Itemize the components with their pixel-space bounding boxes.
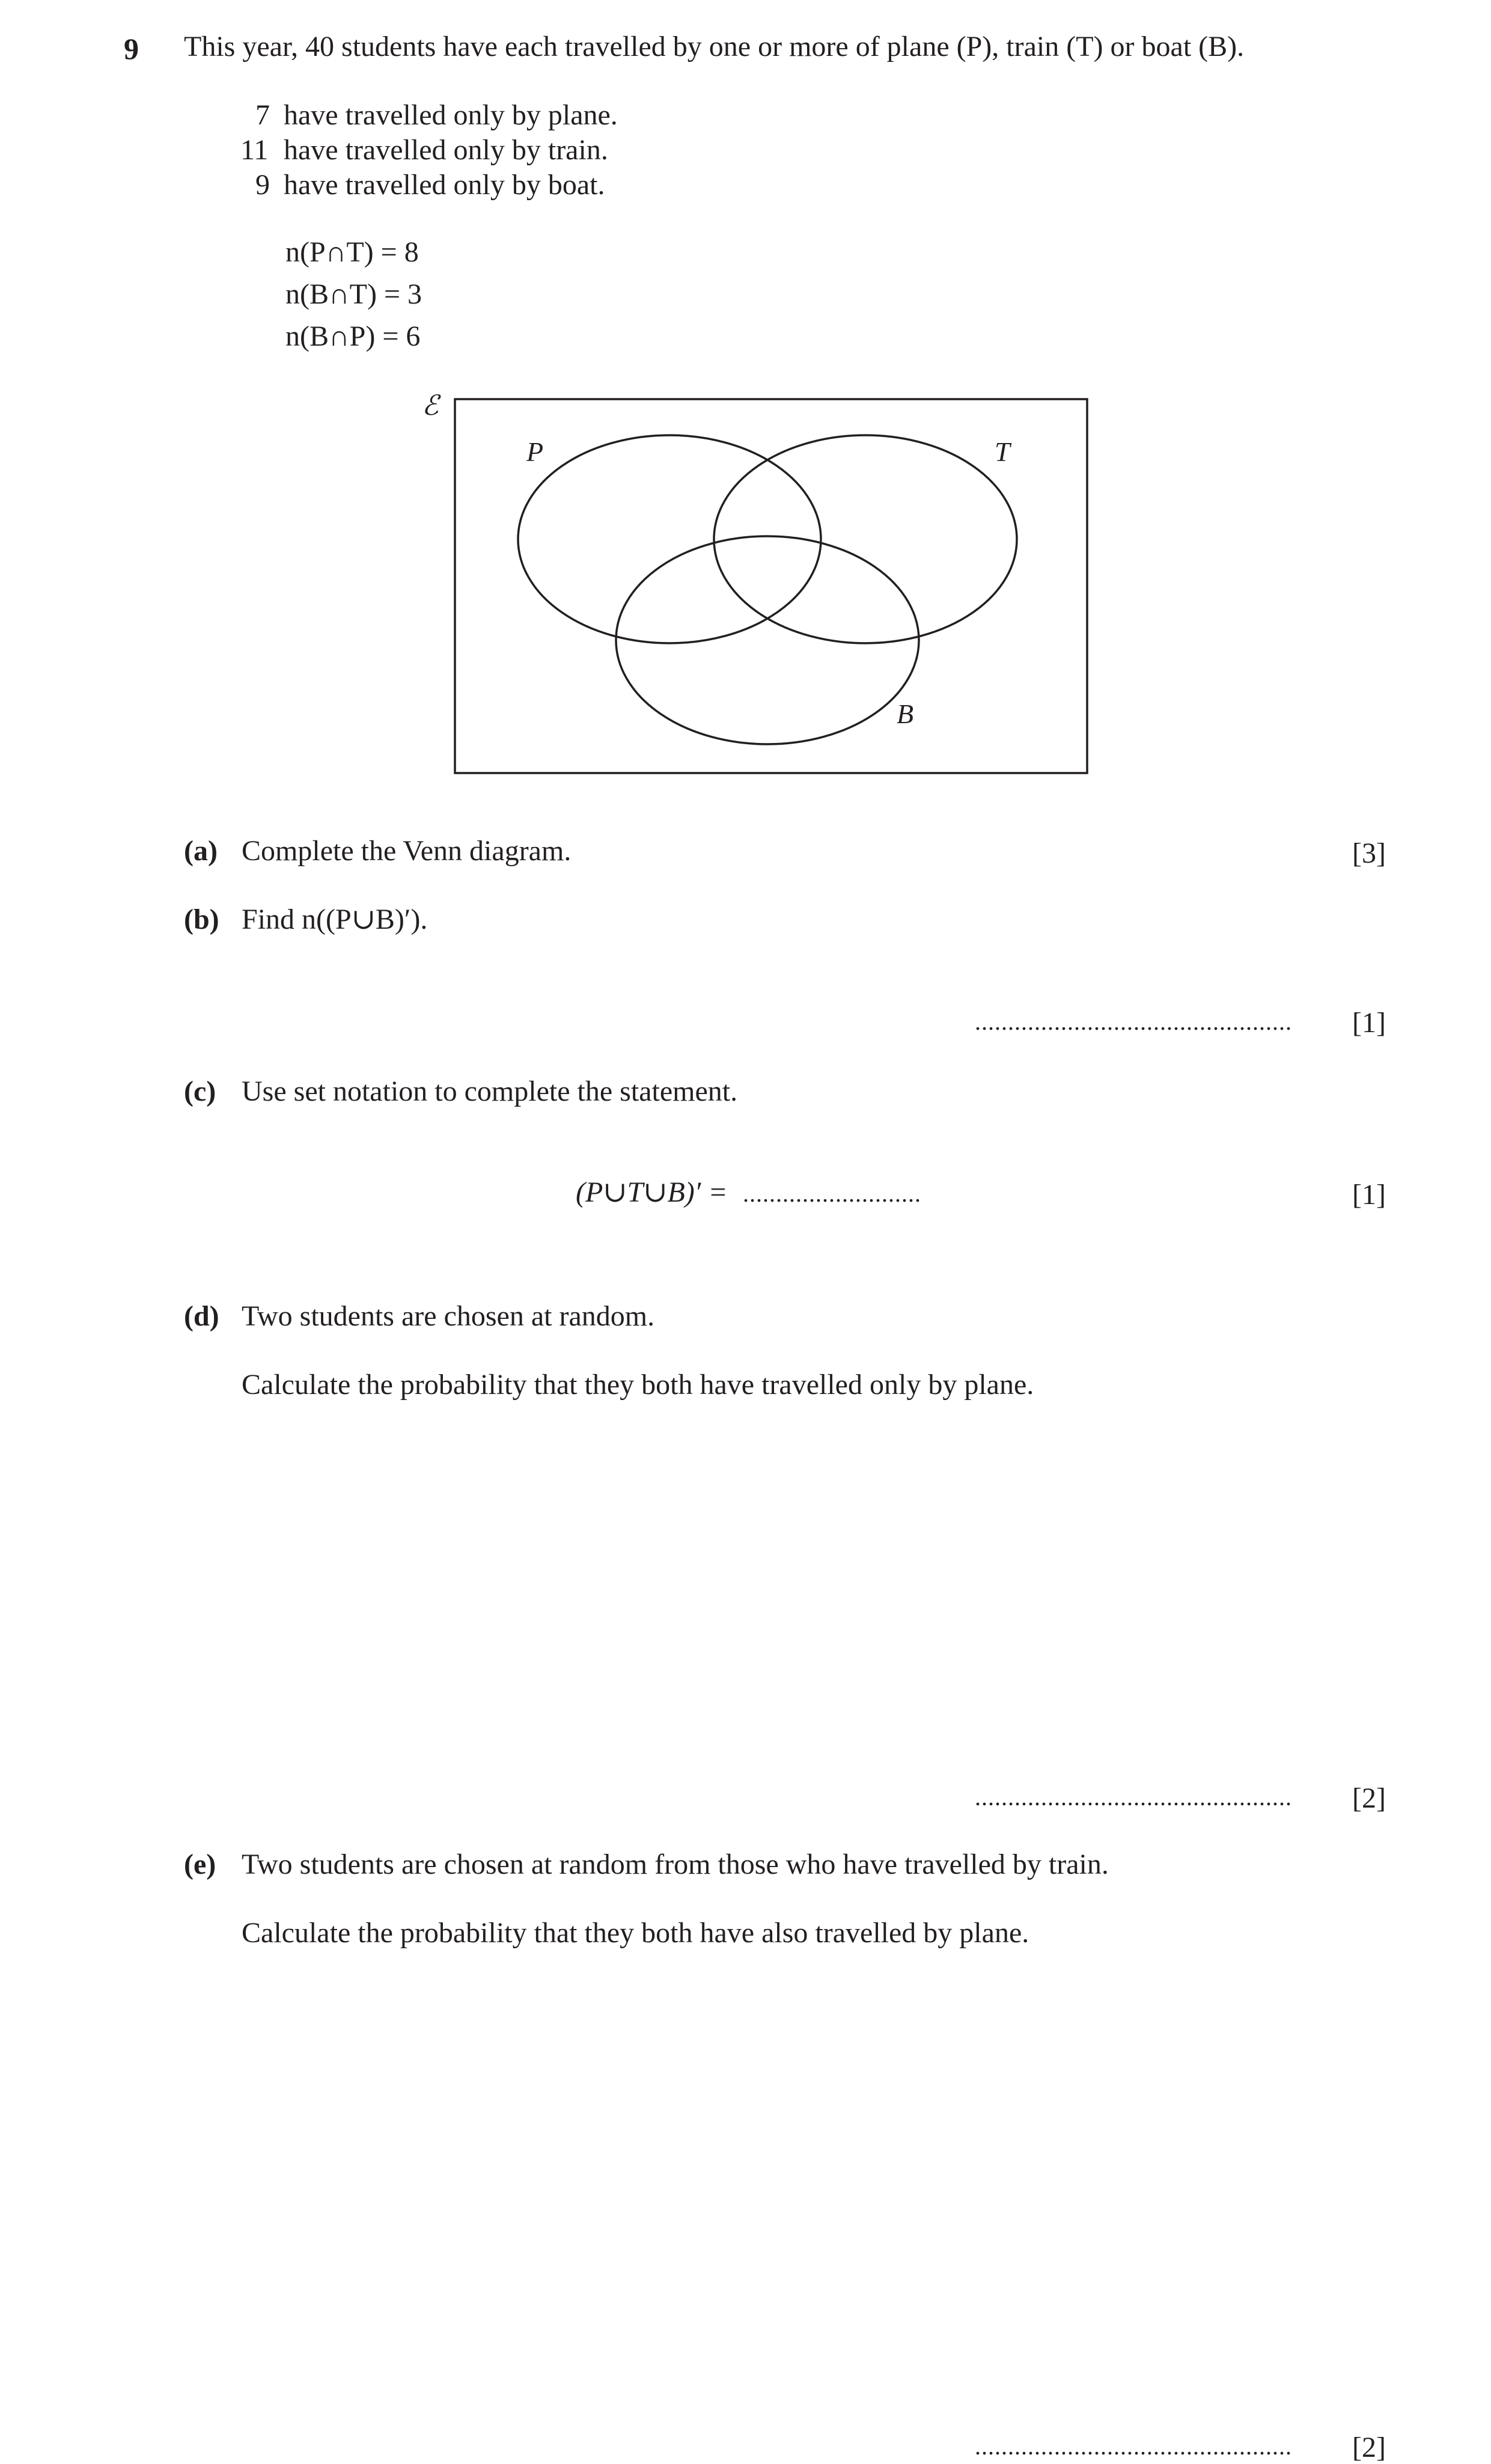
part-d-marks: [2]: [1352, 1782, 1386, 1814]
set-b-circle: [616, 536, 919, 744]
fact-count: 11: [240, 134, 269, 166]
part-e-text2: Calculate the probability that they both have also travelled by plane.: [242, 1917, 1029, 1949]
part-e-answer-line[interactable]: ................................................: [975, 2433, 1292, 2460]
part-d-answer-line[interactable]: ................................................: [975, 1784, 1292, 1811]
part-c-statement: (P∪T∪B)′ =: [576, 1176, 728, 1208]
universal-set-box: [455, 399, 1087, 773]
part-e-text: Two students are chosen at random from those who have travelled by train.: [242, 1848, 1109, 1880]
set-p-label: P: [526, 436, 544, 467]
part-b-answer-line[interactable]: ................................................: [975, 1008, 1292, 1035]
intersection-bt: n(B∩T) = 3: [285, 278, 422, 310]
part-b-marks: [1]: [1352, 1007, 1386, 1039]
part-b-text: Find n((P∪B)′).: [242, 903, 428, 935]
part-e-label: (e): [184, 1848, 216, 1880]
part-a-marks: [3]: [1352, 837, 1386, 869]
venn-diagram: [409, 385, 1106, 793]
part-d-text2: Calculate the probability that they both have travelled only by plane.: [242, 1369, 1034, 1401]
universal-set-symbol: ℰ: [422, 390, 439, 421]
intersection-pt: n(P∩T) = 8: [285, 236, 419, 268]
intersection-bp: n(B∩P) = 6: [285, 320, 421, 352]
part-c-marks: [1]: [1352, 1179, 1386, 1211]
fact-text: have travelled only by plane.: [284, 99, 618, 131]
part-c-answer-line[interactable]: ...........................: [743, 1180, 921, 1207]
part-c-text: Use set notation to complete the statement.: [242, 1075, 738, 1107]
part-c-label: (c): [184, 1075, 216, 1107]
part-d-label: (d): [184, 1300, 219, 1332]
question-intro: This year, 40 students have each travelled by one or more of plane (P), train (T) or boat (B).: [184, 31, 1245, 63]
set-b-label: B: [897, 699, 914, 729]
set-t-circle: [714, 435, 1017, 643]
part-b-label: (b): [184, 903, 219, 935]
set-t-label: T: [995, 436, 1010, 467]
part-a-label: (a): [184, 835, 218, 867]
fact-count: 7: [255, 99, 270, 131]
part-d-text: Two students are chosen at random.: [242, 1300, 655, 1332]
question-number: 9: [124, 32, 139, 66]
fact-count: 9: [255, 169, 270, 201]
set-p-circle: [518, 435, 821, 643]
fact-text: have travelled only by train.: [284, 134, 608, 166]
part-e-marks: [2]: [1352, 2432, 1386, 2463]
part-a-text: Complete the Venn diagram.: [242, 835, 572, 867]
fact-text: have travelled only by boat.: [284, 169, 605, 201]
